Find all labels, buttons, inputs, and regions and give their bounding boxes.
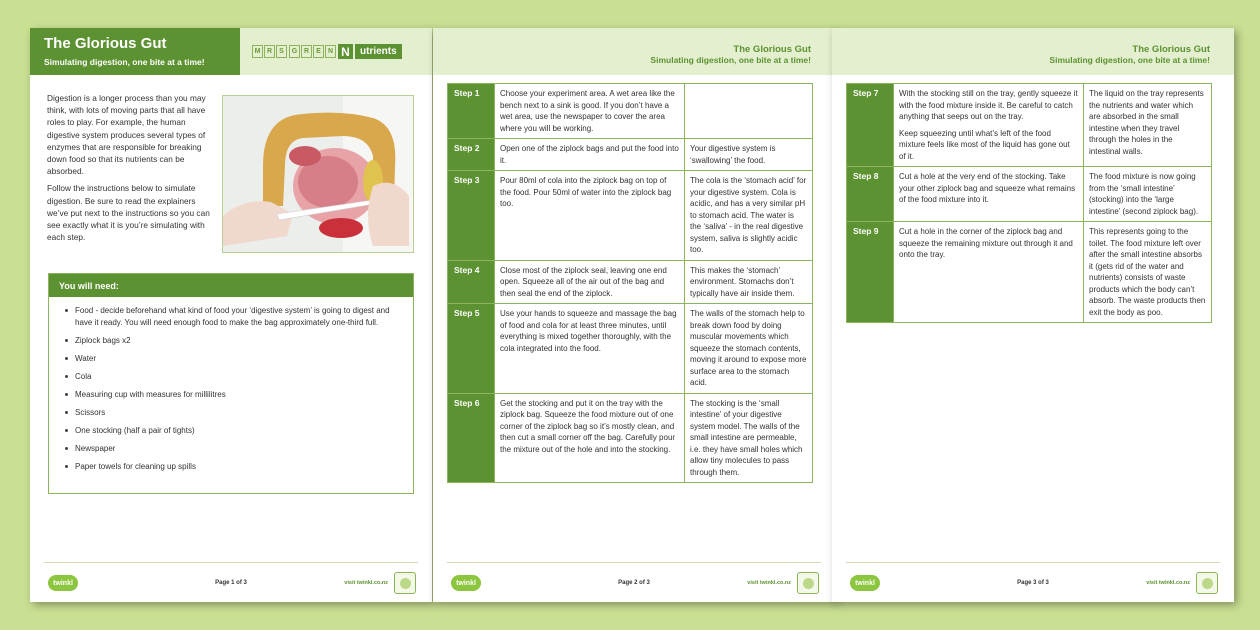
instruction-paragraph: Pour 80ml of cola into the ziplock bag on top of the food. Pour 50ml of water into the ziplock bag too. (500, 176, 672, 208)
instruction-paragraph: Get the stocking and put it on the tray with the ziplock bag. Squeeze the food mixture out of one corner of the ziplock bag so it’s mostly clean, and then cut a small corner off the bag. Carefully pour the mixture out of the hole and into the stocking. (500, 398, 676, 454)
step-instruction (495, 139, 685, 171)
doc-subtitle: Simulating digestion, one bite at a time! (650, 55, 811, 65)
intestine-model-photo (222, 95, 414, 253)
instruction-paragraph: With the stocking still on the tray, gently squeeze it with the food mixture inside it. Be careful to catch anything that seeps out on the tray. (899, 89, 1078, 121)
table-row (847, 222, 1212, 323)
title-block (30, 28, 240, 75)
curriculum-badge-icon (394, 572, 416, 594)
step-instruction (894, 167, 1084, 222)
page-footer (30, 558, 432, 602)
step-label: Step 1 (448, 84, 495, 139)
page-header (832, 28, 1234, 75)
doc-title: The Glorious Gut (1132, 44, 1210, 55)
twinkl-logo: twinkl (850, 575, 880, 591)
table-row (448, 393, 813, 483)
brand-letter: R (264, 45, 275, 58)
brand-letter: R (301, 45, 312, 58)
visit-link[interactable]: visit twinkl.co.nz (1146, 580, 1190, 586)
brand-big-letter: N (338, 44, 353, 59)
step-instruction (495, 260, 685, 304)
list-item: Paper towels for cleaning up spills (75, 461, 391, 473)
you-will-need-box (48, 273, 414, 494)
doc-subtitle: Simulating digestion, one bite at a time! (44, 57, 205, 67)
steps-table (447, 83, 813, 483)
table-row (847, 167, 1212, 222)
step-label: Step 6 (448, 393, 495, 483)
table-row (448, 139, 813, 171)
step-label: Step 9 (847, 222, 894, 323)
list-item: Food - decide beforehand what kind of food your ‘digestive system’ is going to digest and have it ready. You will need enough food to make the bag approximately one-third full. (75, 306, 390, 327)
page-2 (433, 28, 835, 602)
brand-letter: G (289, 45, 300, 58)
brand-letter: N (325, 45, 336, 58)
materials-list (49, 297, 413, 472)
table-row (448, 171, 813, 261)
visit-link[interactable]: visit twinkl.co.nz (344, 580, 388, 586)
step-label: Step 5 (448, 304, 495, 394)
step-label: Step 2 (448, 139, 495, 171)
step-instruction (894, 222, 1084, 323)
doc-title: The Glorious Gut (44, 35, 167, 52)
step-explainer: The walls of the stomach help to break down food by doing muscular movements which squeeze the stomach contents, moving it around to expose more surface area to the stomach acid. (685, 304, 813, 394)
intro-paragraph: Digestion is a longer process than you may think, with lots of moving parts that all have roles to play. For example, the human digestive system produces several types of enzymes that are responsible for breaking down food so that its nutrients can be absorbed. (47, 93, 206, 177)
page-header (433, 28, 835, 75)
instruction-paragraph: Cut a hole in the corner of the ziplock bag and squeeze the remaining mixture out through it and onto the tray. (899, 227, 1073, 259)
list-item: Measuring cup with measures for millilitres (75, 389, 391, 401)
instruction-paragraph: Close most of the ziplock seal, leaving one end open. Squeeze all of the air out of the bag and then seal the end of the ziplock. (500, 265, 667, 298)
list-item: One stocking (half a pair of tights) (75, 425, 391, 437)
doc-subtitle: Simulating digestion, one bite at a time! (1049, 55, 1210, 65)
footer-divider (846, 562, 1220, 563)
step-label: Step 8 (847, 167, 894, 222)
step-explainer: The stocking is the ‘small intestine’ of your digestive system model. The walls of the small intestine are permeable, i.e. they have small holes which allow tiny molecules to pass through them. (685, 393, 813, 483)
instruction-paragraph: Cut a hole at the very end of the stocking. Take your other ziplock bag and squeeze what remains of the food mixture into it. (899, 172, 1076, 204)
step-explainer: The food mixture is now going from the ‘small intestine’ (stocking) into the ‘large intestine’ (second ziplock bag). (1084, 167, 1212, 222)
page-footer (433, 558, 835, 602)
step-instruction (495, 84, 685, 139)
brand-word-2 (289, 45, 336, 58)
page-number: Page 3 of 3 (1017, 580, 1049, 586)
step-explainer: This represents going to the toilet. The food mixture left over after the small intestine absorbs it (gets rid of the water and nutrients) consists of waste products which the body can’t absorb. The waste products then exit the body as poo. (1084, 222, 1212, 323)
instruction-paragraph: Keep squeezing until what’s left of the food mixture feels like most of the liquid has gone out of it. (899, 128, 1070, 161)
intestine-model-illustration (223, 96, 414, 253)
footer-divider (447, 562, 821, 563)
instruction-paragraph: Choose your experiment area. A wet area like the bench next to a sink is good. If you don’t have a wet area, use the newspaper to cover the area where you will be working. (500, 89, 675, 133)
list-item: Scissors (75, 407, 391, 419)
page-3 (832, 28, 1234, 602)
intro-text (47, 92, 219, 248)
step-instruction (894, 84, 1084, 167)
step-explainer: This makes the ‘stomach’ environment. Stomachs don’t typically have air inside them. (685, 260, 813, 304)
page-number: Page 2 of 3 (618, 580, 650, 586)
doc-title: The Glorious Gut (733, 44, 811, 55)
step-explainer: The cola is the ‘stomach acid’ for your digestive system. Cola is acidic, and has a very similar pH to stomach acid. The water is the ‘saliva’ - in the real digestive system, saliva is slightly acidic too. (685, 171, 813, 261)
you-will-need-heading: You will need: (49, 274, 413, 297)
brand-letter: M (252, 45, 263, 58)
table-row (448, 304, 813, 394)
curriculum-badge-icon (1196, 572, 1218, 594)
page-header (30, 28, 432, 75)
step-instruction (495, 171, 685, 261)
table-row (847, 84, 1212, 167)
page-number: Page 1 of 3 (215, 580, 247, 586)
page-1 (30, 28, 432, 602)
step-instruction (495, 393, 685, 483)
list-item: Ziplock bags x2 (75, 335, 391, 347)
step-instruction (495, 304, 685, 394)
brand-rest: utrients (355, 44, 402, 59)
step-label: Step 3 (448, 171, 495, 261)
visit-link[interactable]: visit twinkl.co.nz (747, 580, 791, 586)
footer-divider (44, 562, 418, 563)
step-explainer: The liquid on the tray represents the nutrients and water which are absorbed in the small intestine when they travel through the holes in the intestinal walls. (1084, 84, 1212, 167)
brand-letter: S (276, 45, 287, 58)
step-label: Step 7 (847, 84, 894, 167)
brand-word-1 (252, 45, 287, 58)
brand-letter: E (313, 45, 324, 58)
page-footer (832, 558, 1234, 602)
instruction-paragraph: Open one of the ziplock bags and put the food into it. (500, 144, 679, 165)
step-explainer (685, 84, 813, 139)
table-row (448, 84, 813, 139)
twinkl-logo: twinkl (451, 575, 481, 591)
list-item: Newspaper (75, 443, 391, 455)
list-item: Water (75, 353, 391, 365)
list-item: Cola (75, 371, 391, 383)
twinkl-logo: twinkl (48, 575, 78, 591)
steps-table (846, 83, 1212, 323)
instruction-paragraph: Use your hands to squeeze and massage the bag of food and cola for at least three minutes, until everything is mixed together thoroughly, with the cola integrated into the food. (500, 309, 677, 353)
step-label: Step 4 (448, 260, 495, 304)
table-row (448, 260, 813, 304)
intro-paragraph: Follow the instructions below to simulate digestion. Be sure to read the explainers we’ve put next to the instructions so you can see exactly what it is you’re simulating with each step. (47, 183, 210, 243)
mrs-gren-nutrients-logo (252, 44, 402, 59)
curriculum-badge-icon (797, 572, 819, 594)
step-explainer: Your digestive system is ‘swallowing’ the food. (685, 139, 813, 171)
